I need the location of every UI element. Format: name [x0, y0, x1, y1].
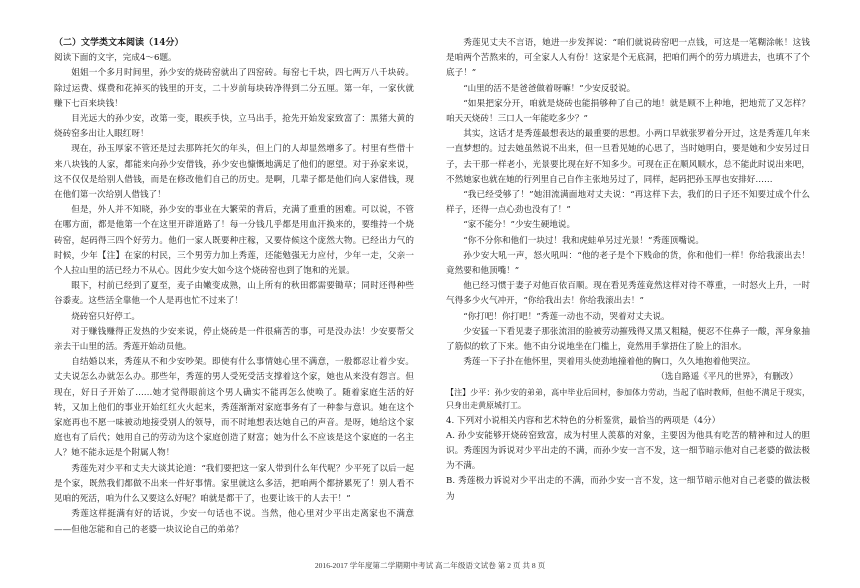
paragraph: 现在，孙玉厚家不管还是过去那阵托欠的年头，但上门的人却显然增多了。村里有些借十来八块钱的人家，都能来向孙少安借钱，孙少安也慷慨地满足了他们的愿望。对于孙家来说，这不仅仅是给别人借钱，而是在修改他们自己的历史。是啊，几辈子都是他们向人家借钱，现在他们第一次给别人借钱了！: [54, 144, 414, 201]
paragraph: 少安猛一下看见妻子那张流泪的脸被劳动摧残得又黑又粗糙，便忍不住鼻子一酸，浑身象抽了筋似的软了下来。他不由分说地坐在门槛上，竟然用手掌捂住了脸上的泪水。: [446, 326, 810, 353]
page-footer: 2016-2017 学年度第二学期期中考试 高二年级语文试卷 第 2 页 共 8 页: [314, 561, 546, 570]
paragraph: 姐姐一个多月时间里，孙少安的烧砖窑就出了四窑砖。每窑七千块，四七两万八千块砖。除过运费、煤费和花掉买的钱里的开支，二十岁前每块砖净得到二分五厘。第一年，一家伙就赚下七百来块钱！: [54, 68, 414, 109]
paragraph: 眼下，村前已经到了夏至，麦子由嫩变成熟，山上所有的秋田都需要锄草；同时还得种些谷黍麦。这些活全靠他一个人是再也忙不过来了！: [54, 281, 414, 307]
paragraph: “如果把家分开，咱就是烧砖也能捐够种了自己的地！就是顾不上种地，把地荒了又怎样？咱天天烧砖！三口人一年能吃多少？”: [446, 98, 810, 125]
paragraph: 秀莲一下子扑在他怀里，哭着用头使劲地撞着他的胸口，久久地抱着他哭泣。: [463, 357, 756, 368]
paragraph: 但是，外人并不知晓，孙少安的事业在大繁荣的背后，充满了重重的困难。可以说，不管在哪方面，都是他第一个在这里开辟道路了！每一分钱几乎都是用血汗换来的，要维持一个烧砖窑，起码得三四个好劳力。他们一家人既要种庄稼，又要侍候这个庞然大物。已经出力气的时候，少年【注】在家的村民，三个男劳力加上秀莲，还能勉强无力应付，少年一走，父亲一个人拉山里的活已经力不从心。因此少安大如今这个烧砖窑也到了饱和的光景。: [54, 205, 414, 277]
paragraph: 自结婚以来，秀莲从不和少安吵架。即使有什么事情她心里不满意，一般都忍让着少安。丈夫说怎么办就怎么办。那些年，秀莲的男人受死受活支撑着这个家，她也从来没有怨言。但现在，好日子开始了……她才觉得眼前这个男人确实不能再怎么使唤了。随着家庭生活的好转，又加上他们的事业开始红红火火起来，秀莲渐渐对家庭事务有了一种参与意识。她在这个家庭再也不愿一味被动地接受别人的领导，而不时地想表达她自己的声音。是呀，她给这个家庭也有了后代；她用自己的劳动为这个家庭创造了财富；她为什么不应该是这个家庭的一名主人？她不能永远是个附属人物！: [54, 357, 414, 459]
section-title: （二）文学类文本阅读（14分）: [54, 38, 184, 48]
paragraph: “你不分你和他们一块过！我和虎蛙单另过光景！”秀莲顶嘴说。: [463, 235, 705, 246]
paragraph: 孙少安大吼一声，怒火吼叫：“他的老子是个下贱命的货，你和他们一样！你给我滚出去！竟然要和他顶嘴！”: [446, 250, 810, 277]
option-a: A. 孙少安能够开烧砖窑致富，成为村里人羡慕的对象，主要因为他具有吃苦的精神和过人的胆识。秀莲因为诉说对少平出走的不满，而孙少安一言不发，这一细节暗示他对自己老婆的做法极为不满。: [446, 430, 810, 472]
left-column: [54, 36, 414, 538]
paragraph: 对于赚钱赚得正发热的少安来说，停止烧砖是一件很痛苦的事，可是没办法！少安要帮父亲去干山里的活。秀莲开始动员他。: [54, 326, 414, 353]
question-4: 4. 下列对小说相关内容和艺术特色的分析鉴赏，最恰当的两项是（4分）: [446, 415, 721, 426]
paragraph: 秀莲见丈夫不言语，她进一步发挥说：“咱们就说砖窑吧一点钱，可这是一笔糊涂帐！这钱是咱两个苦熬来的，可全家人人有份！这家是个无底洞，把咱们两个的劳力填进去，也填不了个底子！”: [446, 38, 810, 79]
paragraph: “山里的活不是爸爸做着呀嘛！”少安反驳说。: [463, 83, 636, 94]
paragraph: 秀莲这样挺满有好的话说，少安一句话也不说。当然，他心里对少平出走离家也不满意——但他怎能和自己的老婆一块议论自己的弟弟？: [54, 509, 414, 535]
paragraph: 目光远大的孙少安，改第一变，眼疾手快，立马出手，抢先开始发家致富了：黑猪大黄的烧砖窑多出让人眼红呀！: [54, 114, 414, 140]
paragraph: 其实，这话才是秀莲最想表达的最重要的思想。小两口早就张罗着分开过，这是秀莲几年来一直梦想的。过去她虽然说不出来，但一旦看见她的心思了，当时她明白，要是她和少安另过日子，去干那一样老小，光景要比现在好不知多少。可现在正在顺风顺水，总不能此时说出来吧，不然她家也就在她的行列里自己自作主张地另过了，同样，起码把孙玉厚也安排好……: [446, 129, 810, 185]
paragraph: “你打吧！你打吧！”秀莲一动也不动，哭着对丈夫说。: [463, 311, 670, 322]
instruction: 阅读下面的文字，完成4～6题。: [54, 53, 177, 64]
paragraph: 他已经习惯于妻子对他百依百顺。现在看见秀莲竟然这样对待不尊重，一时怒火上升，一时气得多少火气冲开，“你给我出去！你给我滚出去！”: [446, 281, 810, 307]
option-b: B. 秀莲极力诉说对少平出走的不满，而孙少安一言不发，这一细节暗示他对自己老婆的做法极为: [446, 476, 810, 502]
source-citation: （选自路遥《平凡的世界》，有删改）: [656, 372, 798, 383]
paragraph: 秀莲先对少平和丈夫大谈其论道：“我们要把这一家人带到什么年代呢？少平死了以后一起是个家，既然我们都做不出来一件好事情。家里就这么多活，把咱两个都挤累死了！别人看不见咱的死活，咱为什么又要这么好呢？咱就是都干了，也要让该干的人去干！”: [54, 463, 414, 505]
right-column: [446, 36, 810, 505]
paragraph: “我已经受够了！”她泪流满面地对丈夫说：“再这样下去，我们的日子还不知要过成个什么样子，还得一点心劲也没有了！”: [446, 190, 810, 216]
footnote: 【注】少平：孙少安的弟弟，高中毕业后回村，参加体力劳动，当起了临时教师，但他不满足于现实，只身出走黄原城打工。: [446, 387, 810, 410]
paragraph: 烧砖窑只好停工。: [71, 311, 140, 322]
paragraph: “家不能分！”少安生硬地说。: [463, 220, 576, 231]
